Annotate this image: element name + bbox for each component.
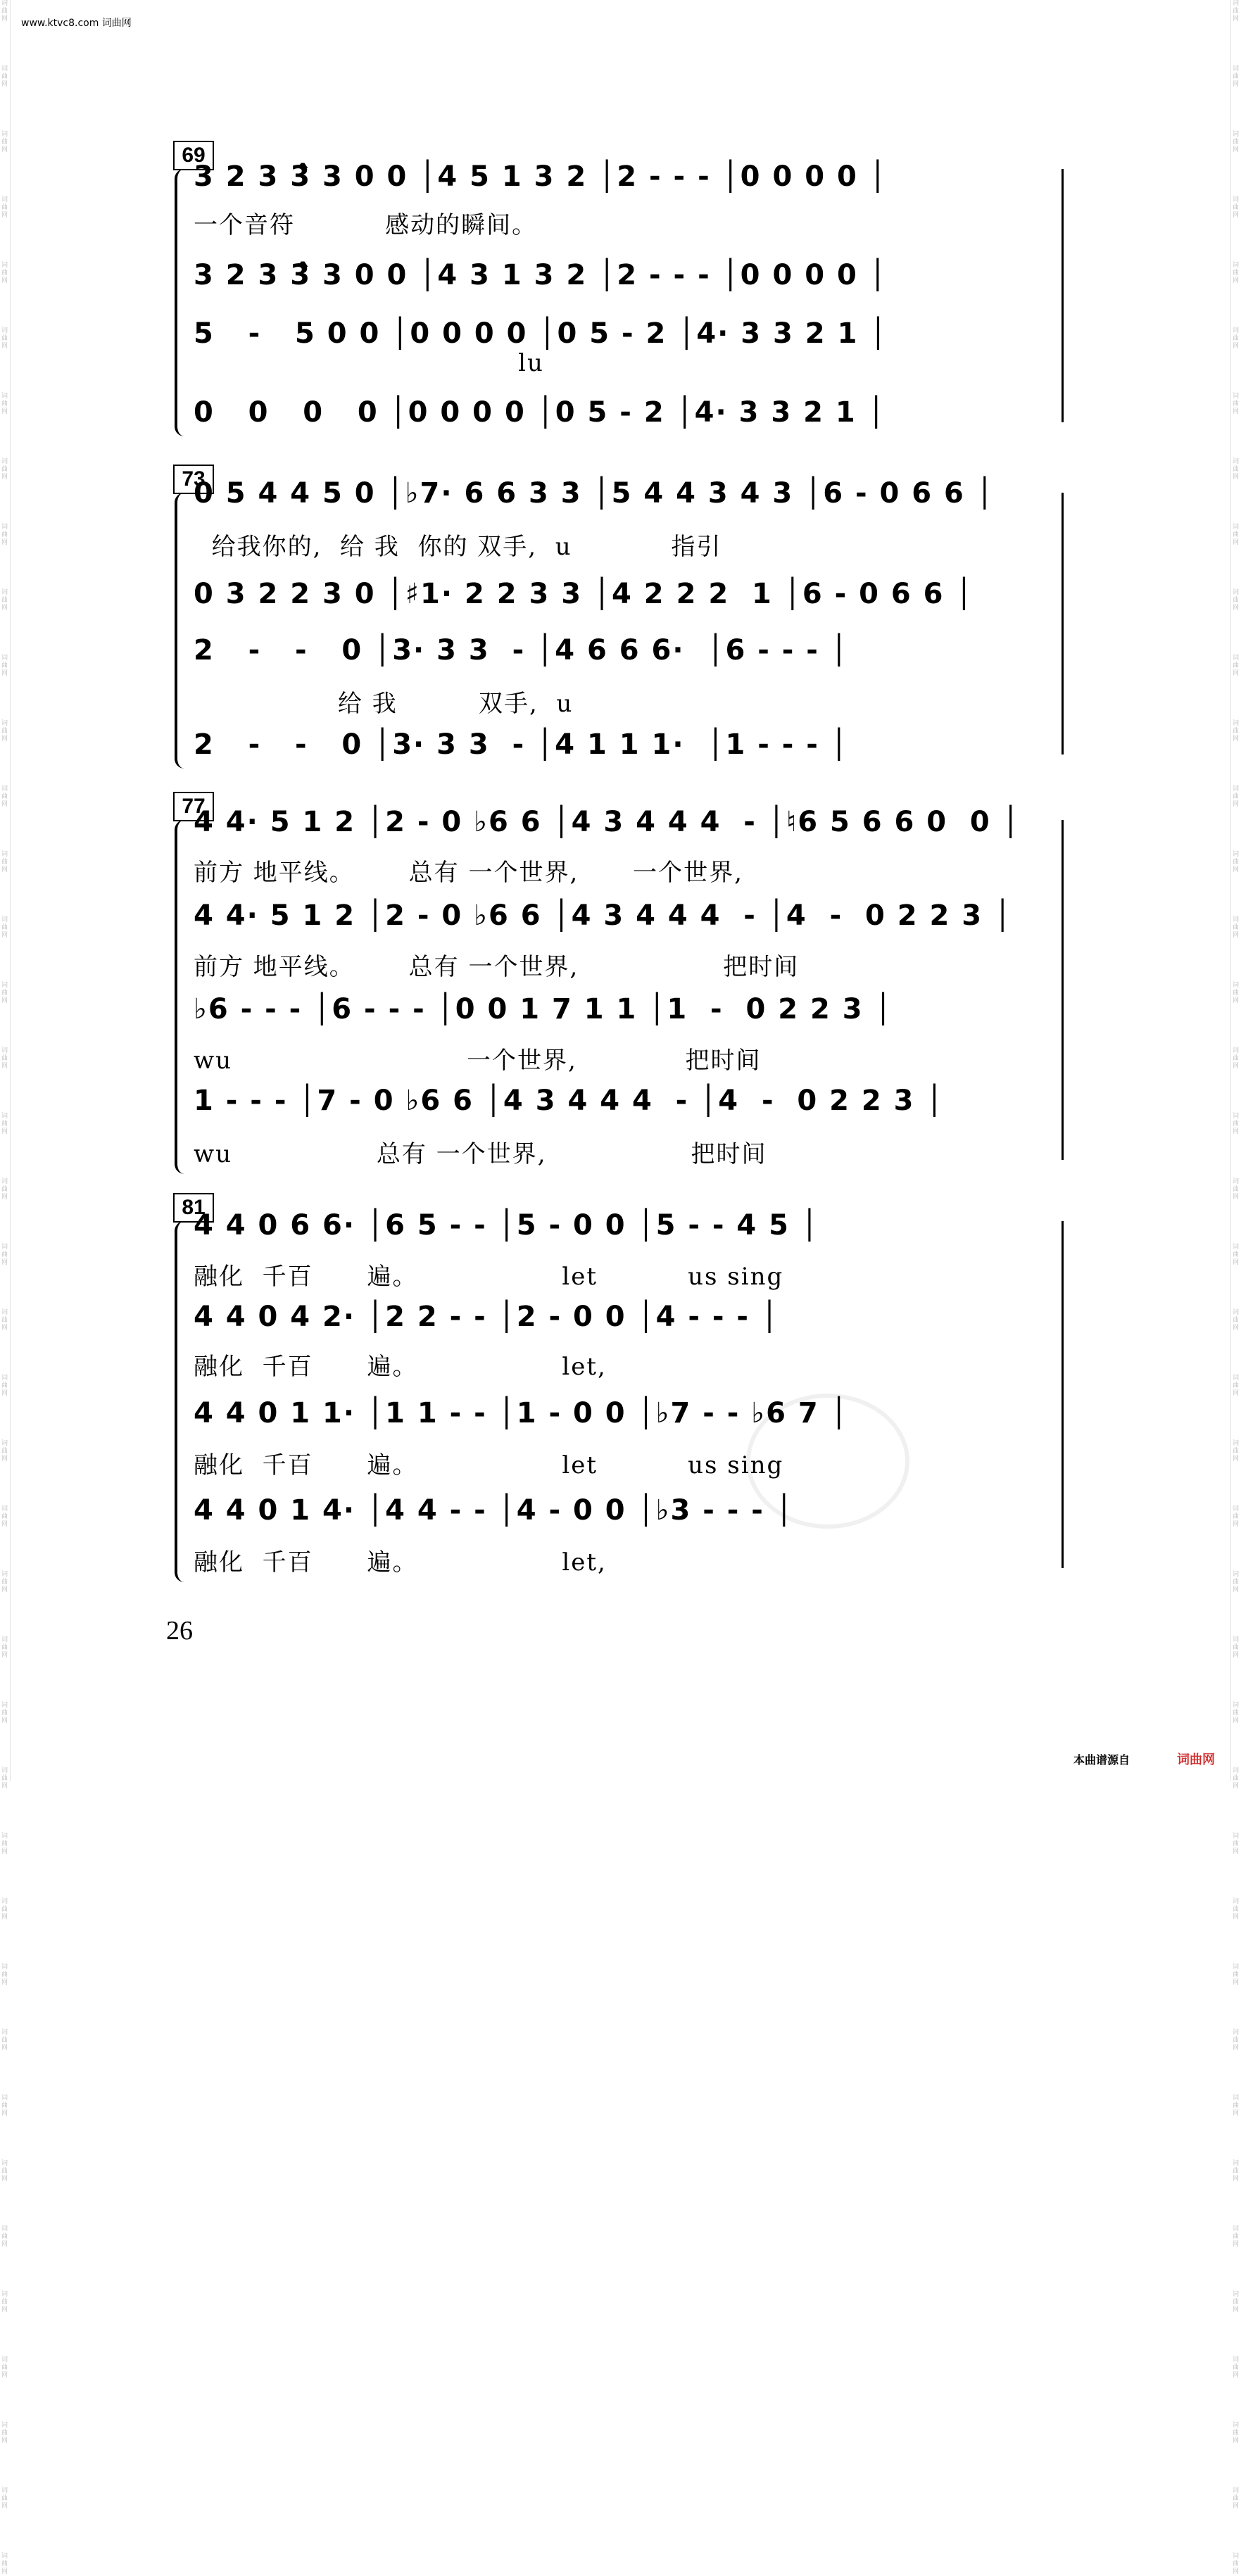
- margin-watermark-text: 词曲网: [1233, 0, 1240, 23]
- lyric-line: lu: [194, 349, 544, 377]
- system-brace: [175, 169, 187, 436]
- notation-line: 0 0 0 0 │0 0 0 0 │0 5 - 2 │4· 3 3 2 1 │: [194, 396, 886, 429]
- margin-watermark-text: 词曲网: [1233, 1244, 1240, 1266]
- margin-watermark-text: 词曲网: [1233, 524, 1240, 546]
- watermark-seal: [746, 1394, 909, 1529]
- margin-watermark-text: 词曲网: [1, 1571, 8, 1593]
- notation-line: 3 2 3 3̂ 3 0 0 │4 3 1 3 2 │2 - - - │0 0 0 0 │: [194, 259, 888, 291]
- margin-watermark-text: 词曲网: [1233, 2225, 1240, 2248]
- margin-watermark-text: 词曲网: [1, 720, 8, 743]
- lyric-line: 一个音符 感动的瞬间。: [194, 211, 538, 239]
- margin-watermark-text: 词曲网: [1233, 1047, 1240, 1070]
- margin-watermark-text: 词曲网: [1, 65, 8, 88]
- margin-watermark-text: 词曲网: [1233, 2160, 1240, 2183]
- margin-watermark-text: 词曲网: [1, 916, 8, 939]
- margin-watermark-text: 词曲网: [1, 1440, 8, 1463]
- margin-watermark-text: 词曲网: [1233, 393, 1240, 415]
- system-brace: [175, 493, 187, 769]
- margin-watermark-text: 词曲网: [1233, 2422, 1240, 2444]
- notation-line: 2 - - 0 │3· 3 3 - │4 1 1 1· │1 - - - │: [194, 728, 849, 761]
- lyric-line: 前方 地平线。 总有 一个世界, 把时间: [194, 953, 800, 981]
- margin-watermark-text: 词曲网: [1233, 2095, 1240, 2117]
- margin-watermark-text: 词曲网: [1233, 1375, 1240, 1397]
- margin-watermark-text: 词曲网: [1233, 2356, 1240, 2379]
- margin-watermark-text: 词曲网: [1, 1964, 8, 1986]
- margin-watermark-text: 词曲网: [1, 1767, 8, 1790]
- page-number: 26: [166, 1616, 193, 1646]
- margin-watermark-text: 词曲网: [1, 1047, 8, 1070]
- margin-watermark-text: 词曲网: [1, 982, 8, 1004]
- measure-number: 81: [173, 1193, 214, 1223]
- margin-watermark-text: 词曲网: [1, 1898, 8, 1921]
- notation-line: 1 - - - │7 - 0 ♭6 6 │4 3 4 4 4 - │4 - 0 2 2 3 │: [194, 1085, 945, 1117]
- footer-source-text: 本曲谱源自: [1073, 1753, 1130, 1767]
- site-url: www.ktvc8.com 词曲网: [21, 18, 132, 29]
- notation-line: 4 4 0 4 2· │2 2 - - │2 - 0 0 │4 - - - │: [194, 1301, 780, 1333]
- margin-watermark-text: 词曲网: [1233, 65, 1240, 88]
- notation-line: 0 5 4 4 5 0 │♭7· 6 6 3 3 │5 4 4 3 4 3 │6 - 0 6 6 │: [194, 477, 995, 510]
- margin-watermark-text: 词曲网: [1, 655, 8, 677]
- margin-watermark-text: 词曲网: [1233, 131, 1240, 153]
- margin-watermark-text: 词曲网: [1, 131, 8, 153]
- margin-watermark-text: 词曲网: [1233, 655, 1240, 677]
- margin-watermark-text: 词曲网: [1233, 1440, 1240, 1463]
- margin-watermark-text: 词曲网: [1, 851, 8, 873]
- notation-line: 4 4 0 6 6· │6 5 - - │5 - 0 0 │5 - - 4 5 │: [194, 1209, 820, 1242]
- notation-line: 4 4 0 1 4· │4 4 - - │4 - 0 0 │♭3 - - - │: [194, 1494, 794, 1527]
- margin-watermark-text: 词曲网: [1, 524, 8, 546]
- margin-watermark-text: 词曲网: [1233, 2291, 1240, 2313]
- system-brace: [175, 1221, 187, 1582]
- right-margin-strip: [1230, 0, 1241, 2575]
- margin-watermark-text: 词曲网: [1233, 1505, 1240, 1528]
- notation-line: ♭6 - - - │6 - - - │0 0 1 7 1 1 │1 - 0 2 2 3 │: [194, 993, 893, 1025]
- margin-watermark-text: 词曲网: [1233, 2553, 1240, 2575]
- margin-watermark-text: 词曲网: [1, 2225, 8, 2248]
- margin-watermark-text: 词曲网: [1233, 1702, 1240, 1724]
- margin-watermark-text: 词曲网: [1233, 1964, 1240, 1986]
- system-brace: [175, 820, 187, 1174]
- margin-watermark-text: 词曲网: [1233, 720, 1240, 743]
- margin-watermark-text: 词曲网: [1233, 916, 1240, 939]
- notation-line: 4 4 0 1 1· │1 1 - - │1 - 0 0 │♭7 - - ♭6 7 │: [194, 1397, 849, 1429]
- lyric-line: 给我你的, 给 我 你的 双手, u 指引: [194, 533, 722, 561]
- margin-watermark-text: 词曲网: [1233, 1833, 1240, 1855]
- footer-logo: 词曲网: [1177, 1753, 1215, 1767]
- margin-watermark-text: 词曲网: [1, 0, 8, 23]
- margin-watermark-text: 词曲网: [1233, 1636, 1240, 1659]
- lyric-line: 融化 千百 遍。 let us sing: [194, 1451, 784, 1479]
- margin-watermark-text: 词曲网: [1233, 2487, 1240, 2510]
- end-barline: [1062, 169, 1064, 422]
- lyric-line: 前方 地平线。 总有 一个世界, 一个世界,: [194, 859, 743, 887]
- notation-line: 4 4· 5 1 2 │2 - 0 ♭6 6 │4 3 4 4 4 - │♮6 5 6 6 0 0 │: [194, 806, 1021, 838]
- margin-watermark-text: 词曲网: [1, 327, 8, 350]
- lyric-line: 融化 千百 遍。 let us sing: [194, 1263, 784, 1291]
- notation-line: 0 3 2 2 3 0 │♯1· 2 2 3 3 │4 2 2 2 1 │6 - 0 6 6 │: [194, 578, 974, 610]
- margin-watermark-text: 词曲网: [1233, 589, 1240, 612]
- margin-watermark-text: 词曲网: [1, 2487, 8, 2510]
- margin-watermark-text: 词曲网: [1, 458, 8, 481]
- margin-watermark-text: 词曲网: [1, 1833, 8, 1855]
- margin-watermark-text: 词曲网: [1233, 1767, 1240, 1790]
- margin-watermark-text: 词曲网: [1, 196, 8, 219]
- margin-watermark-text: 词曲网: [1, 1178, 8, 1201]
- margin-watermark-text: 词曲网: [1, 262, 8, 284]
- measure-number: 73: [173, 465, 214, 494]
- margin-watermark-text: 词曲网: [1, 785, 8, 808]
- end-barline: [1062, 493, 1064, 755]
- end-barline: [1062, 820, 1064, 1160]
- notation-line: 5 - 5 0 0 │0 0 0 0 │0 5 - 2 │4· 3 3 2 1 │: [194, 317, 888, 350]
- margin-watermark-text: 词曲网: [1233, 327, 1240, 350]
- margin-watermark-text: 词曲网: [1233, 1898, 1240, 1921]
- margin-watermark-text: 词曲网: [1, 1375, 8, 1397]
- margin-watermark-text: 词曲网: [1233, 196, 1240, 219]
- notation-line: 3 2 3 3̂ 3 0 0 │4 5 1 3 2 │2 - - - │0 0 0 0 │: [194, 160, 888, 193]
- lyric-line: wu 总有 一个世界, 把时间: [194, 1140, 767, 1168]
- margin-watermark-text: 词曲网: [1, 2553, 8, 2575]
- measure-number: 69: [173, 141, 214, 170]
- margin-watermark-text: 词曲网: [1, 1113, 8, 1135]
- margin-watermark-text: 词曲网: [1, 2029, 8, 2052]
- margin-watermark-text: 词曲网: [1233, 1178, 1240, 1201]
- measure-number: 77: [173, 792, 214, 821]
- margin-watermark-text: 词曲网: [1, 2422, 8, 2444]
- lyric-line: 给 我 双手, u: [194, 690, 574, 718]
- end-barline: [1062, 1221, 1064, 1568]
- notation-line: 4 4· 5 1 2 │2 - 0 ♭6 6 │4 3 4 4 4 - │4 - 0 2 2 3 │: [194, 899, 1013, 932]
- margin-watermark-text: 词曲网: [1, 393, 8, 415]
- margin-watermark-text: 词曲网: [1, 2160, 8, 2183]
- margin-watermark-text: 词曲网: [1, 2291, 8, 2313]
- margin-watermark-text: 词曲网: [1233, 982, 1240, 1004]
- margin-watermark-text: 词曲网: [1, 2356, 8, 2379]
- margin-watermark-text: 词曲网: [1233, 1113, 1240, 1135]
- margin-watermark-text: 词曲网: [1233, 785, 1240, 808]
- left-margin-strip: [0, 0, 11, 2575]
- margin-watermark-text: 词曲网: [1, 1702, 8, 1724]
- lyric-line: 融化 千百 遍。 let,: [194, 1353, 607, 1381]
- margin-watermark-text: 词曲网: [1, 1309, 8, 1332]
- margin-watermark-text: 词曲网: [1233, 2029, 1240, 2052]
- margin-watermark-text: 词曲网: [1233, 1571, 1240, 1593]
- margin-watermark-text: 词曲网: [1233, 1309, 1240, 1332]
- margin-watermark-text: 词曲网: [1, 2095, 8, 2117]
- lyric-line: wu 一个世界, 把时间: [194, 1047, 762, 1075]
- margin-watermark-text: 词曲网: [1, 1505, 8, 1528]
- lyric-line: 融化 千百 遍。 let,: [194, 1548, 607, 1577]
- margin-watermark-text: 词曲网: [1, 1636, 8, 1659]
- notation-line: 2 - - 0 │3· 3 3 - │4 6 6 6· │6 - - - │: [194, 634, 849, 667]
- margin-watermark-text: 词曲网: [1233, 458, 1240, 481]
- margin-watermark-text: 词曲网: [1233, 262, 1240, 284]
- margin-watermark-text: 词曲网: [1, 589, 8, 612]
- margin-watermark-text: 词曲网: [1233, 851, 1240, 873]
- margin-watermark-text: 词曲网: [1, 1244, 8, 1266]
